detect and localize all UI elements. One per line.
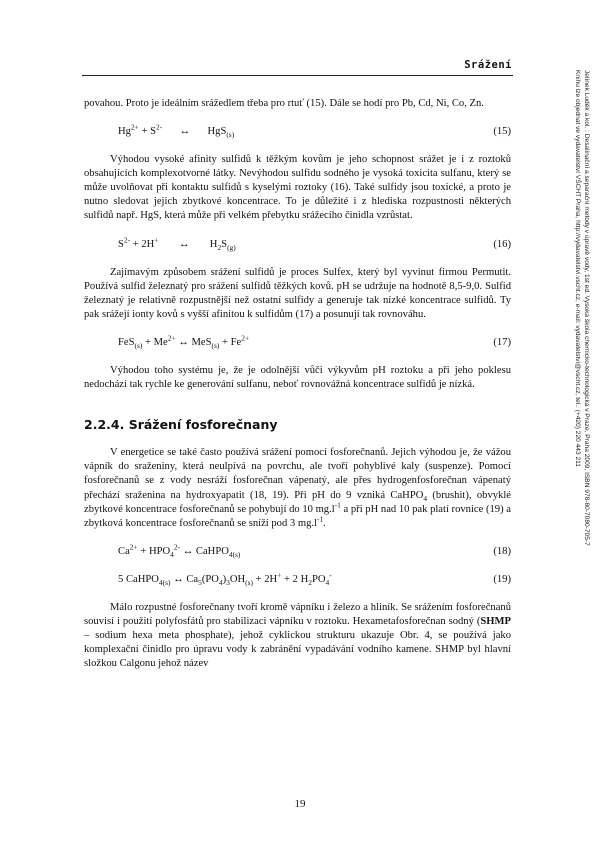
section-heading: 2.2.4. Srážení fosforečnany — [84, 417, 278, 433]
page-number: 19 — [294, 798, 306, 810]
citation-sidebar — [569, 70, 593, 630]
equation-number: (18) — [493, 545, 511, 557]
equation-number: (16) — [493, 238, 511, 250]
paragraph-2: Výhodou vysoké afinity sulfidů k těžkým kovům je jeho schopnost srážet je i z roztoků obsahujících komplexotvorné látky. Nevýhodou sulfidu sodného je vysoká toxicita sulfanu, který se může uvolňovat při kontaktu sulfidů s kyselými roztoky (16). Také sulfidy jsou toxické, a proto je nutno sledovat jejich zbytkové koncentrace. To je důležité i z hlediska rozpustnosti některých sulfidů např. HgS, která může při velkém přebytku srážecího činidla vzrůstat. — [84, 154, 511, 222]
header-rule — [82, 75, 513, 76]
paragraph-1: povahou. Proto je ideálním srážedlem třeba pro rtuť (15). Dále se hodí pro Pb, Cd, Ni, Co, Zn. — [84, 98, 484, 109]
paragraph-6: Málo rozpustné fosforečnany tvoří kromě vápníku i železo a hliník. Se srážením fosforečnanů souvisí i použití polyfosfátů pro stabilizaci vápníku v roztoku. Hexametafosforečnan sodný (SHMP – sodium hexa meta phosphate), jehož cyklickou strukturu ukazuje Obr. 4, se používá jako komplexační činidlo pro úpravu vody k zabránění vypadávání vodního kamene. SHMP byl hlavní složkou Calgonu jehož název — [84, 601, 511, 670]
paragraph-4: Výhodou toho systému je, že je odolnější vůči výkyvům pH roztoku a při jeho poklesu nedochází tak rychle ke generování sulfanu, neboť rovnovážná koncentrace sulfidů je nízká. — [84, 364, 511, 391]
equation-16: $S^{2-} + 2H^+$ ↔ $H_2S_{(g)}$ (16) — [118, 235, 511, 252]
equation-19: 5 CaHPO$_{4(s)}$ ↔ $Ca_5(PO_4)_3OH_{(s)} + 2H^+ + 2$ $H_2PO_4^-$ (19) — [118, 570, 511, 587]
running-header: Srážení — [464, 59, 512, 71]
body-text — [84, 97, 511, 671]
equation-17: $FeS_{(s)} + Me^{2+}$ ↔ $MeS_{(s)} + Fe^{2+}$ (17) — [118, 333, 511, 351]
citation-line-1: Jelínek Luděk a kol. : Desalinační a separační metody v úpravě vody, 1st ed. Vysoká škola chemicko-technologická v Praze, Praha 2009, ISBN 978-80-7080-705-7 — [583, 70, 590, 546]
equation-number: (15) — [493, 126, 511, 138]
equation-18: $Ca^{2+} + HPO_4^{2-}$ ↔ CaHPO$_{4(s)}$ (18) — [118, 542, 511, 559]
equation-number: (19) — [493, 573, 511, 585]
citation-line-2: Knihu lze objednat ve vydavatelství VŠCHT Praha, http://vydavatelstvi.vscht.cz, e-mail: vydavatelstvi@vscht.cz, tel.: (+420) 220 443 211 — [574, 70, 581, 467]
paragraph-3: Zajímavým způsobem srážení sulfidů je proces Sulfex, který byl vyvinut firmou Permutit. Používá sulfid železnatý pro srážení sulfidů těžkých kovů. pH se udržuje na hodnotě 8,5-9,0. Sulfid železnatý je relativně rozpustnější než ostatní sulfidy a generuje tak nízké koncentrace sulfidů. Ty pak srážejí ionty kovů s vyšší afinitou k sulfidům (17) a posunují tak rovnováhu. — [84, 266, 511, 320]
equation-number: (17) — [493, 336, 511, 348]
equation-15: $Hg^{2+} + S^{2-}$ ↔ HgS$_{(s)}$ (15) — [118, 122, 511, 140]
paragraph-5: V energetice se také často používá srážení pomocí fosforečnanů. Jejich výhodou je, že vážou vápník do sraženiny, která neulpívá na povrchu, ale tvoří pohyblivé kaly (suspenze). Pomocí fosforečnanů se z vody nesráží fosforečnan vápenatý, ale přes hydrogenfosforečnan vápenatý přechází sraženina na hydroxyapatit (18, 19). Při pH do 9 vzniká CaHPO$_4$ (brushit), obvyklé zbytkové koncentrace fosforečnanů se pohybují do 10 $mg.l^{-1}$ a při pH nad 10 pak platí rovnice (19) a zbytková koncentrace fosforečnanů se sníží pod 3 $mg.l^{-1}$. — [84, 447, 511, 529]
